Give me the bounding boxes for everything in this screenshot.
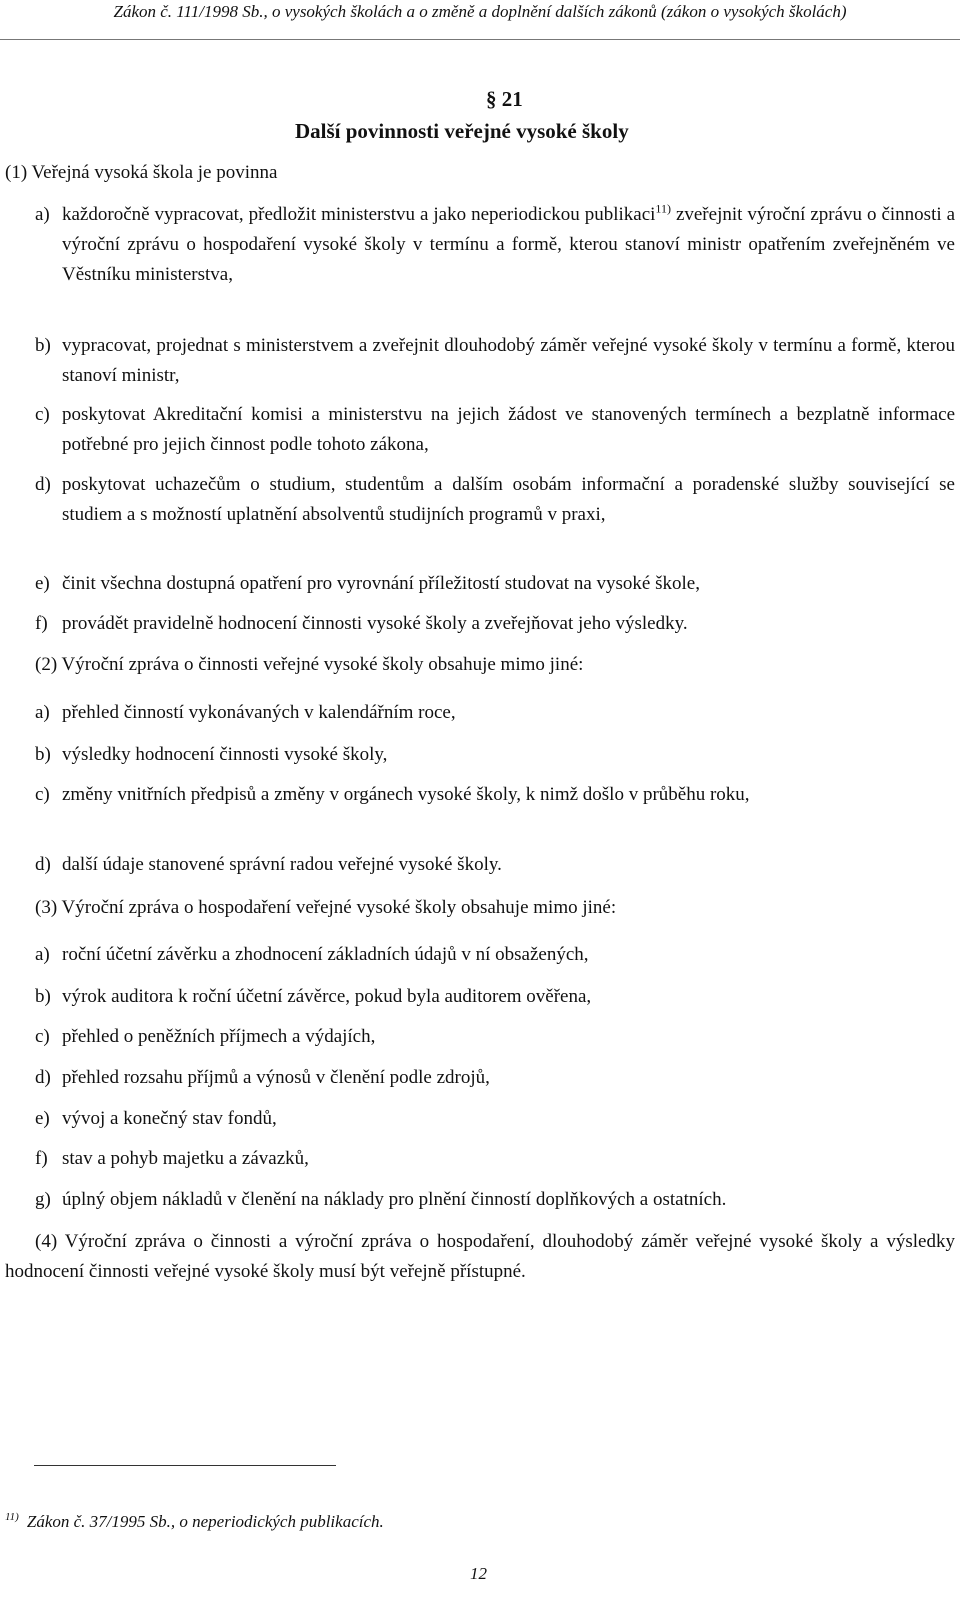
item-label: d)	[35, 474, 51, 495]
item-label: b)	[35, 986, 51, 1007]
page-number: 12	[470, 1564, 487, 1583]
item-label: a)	[35, 702, 50, 723]
paragraph-1-item-e	[5, 569, 955, 599]
paragraph-3-intro: (3) Výroční zpráva o hospodaření veřejné vysoké školy obsahuje mimo jiné:	[35, 897, 617, 918]
footnote-text: Zákon č. 37/1995 Sb., o neperiodických publikacích.	[26, 1512, 384, 1531]
item-text: výrok auditora k roční účetní závěrce, pokud byla auditorem ověřena,	[62, 986, 592, 1007]
item-text: další údaje stanovené správní radou veřejné vysoké školy.	[62, 854, 502, 875]
item-label: a)	[35, 204, 50, 225]
paragraph-3-item-a	[5, 940, 955, 970]
item-label: f)	[35, 613, 48, 634]
item-label: c)	[35, 1026, 50, 1047]
paragraph-1-item-f	[5, 609, 955, 639]
paragraph-2-item-a	[5, 698, 955, 728]
item-text: stav a pohyb majetku a závazků,	[62, 1148, 309, 1169]
item-text: přehled rozsahu příjmů a výnosů v členění podle zdrojů,	[62, 1067, 490, 1088]
item-text: poskytovat Akreditační komisi a ministerstvu na jejich žádost ve stanovených termínech a bezplatně informace potřebné pro jejich činnost podle tohoto zákona,	[62, 404, 955, 455]
paragraph-2-item-c	[5, 780, 955, 810]
item-label: e)	[35, 1108, 50, 1129]
paragraph-2-item-b	[5, 740, 955, 770]
paragraph-3-item-e	[5, 1104, 955, 1134]
item-label: d)	[35, 1067, 51, 1088]
paragraph-3-item-b	[5, 982, 955, 1012]
item-text: roční účetní závěrku a zhodnocení základních údajů v ní obsažených,	[62, 944, 589, 965]
item-text: činit všechna dostupná opatření pro vyrovnání příležitostí studovat na vysoké škole,	[62, 573, 700, 594]
item-text: každoročně vypracovat, předložit ministerstvu a jako neperiodickou publikaci$^{11)}$ zveřejnit výroční zprávu o činnosti a výroční zprávu o hospodaření vysoké školy v termínu a formě, kterou stanoví ministr opatřením zveřejněném ve Věstníku ministerstva,	[62, 201, 956, 285]
item-label: d)	[35, 854, 51, 875]
paragraph-1-item-b	[5, 331, 955, 391]
paragraph-4: (4) Výroční zpráva o činnosti a výroční zpráva o hospodaření, dlouhodobý záměr veřejné vysoké školy a výsledky hodnocení činnosti veřejné vysoké školy musí být veřejně přístupné.	[5, 1231, 955, 1282]
paragraph-3-item-d	[5, 1063, 955, 1093]
item-label: a)	[35, 944, 50, 965]
header-rule	[0, 39, 960, 40]
footnote-rule	[34, 1465, 336, 1466]
footnote	[5, 1510, 384, 1534]
running-header: Zákon č. 111/1998 Sb., o vysokých školách a o změně a doplnění dalších zákonů (zákon o vysokých školách)	[113, 2, 847, 21]
paragraph-1-item-d	[5, 470, 955, 530]
paragraph-3-item-c	[5, 1022, 955, 1052]
paragraph-3-item-g	[5, 1185, 955, 1215]
paragraph-1-item-c	[5, 400, 955, 460]
item-text: změny vnitřních předpisů a změny v orgánech vysoké školy, k nimž došlo v průběhu roku,	[62, 784, 750, 805]
item-label: c)	[35, 784, 50, 805]
paragraph-1-item-a	[5, 200, 955, 290]
paragraph-2-item-d	[5, 850, 955, 880]
item-text: vypracovat, projednat s ministerstvem a zveřejnit dlouhodobý záměr veřejné vysoké školy v termínu a formě, kterou stanoví ministr,	[62, 335, 955, 386]
paragraph-1-intro: (1) Veřejná vysoká škola je povinna	[5, 162, 278, 183]
footnote-reference[interactable]: 11)	[655, 201, 671, 216]
item-label: b)	[35, 744, 51, 765]
item-text: vývoj a konečný stav fondů,	[62, 1108, 277, 1129]
section-sign: § 21	[486, 87, 523, 111]
item-text: přehled činností vykonávaných v kalendářním roce,	[62, 702, 456, 723]
item-label: f)	[35, 1148, 48, 1169]
paragraph-2-intro: (2) Výroční zpráva o činnosti veřejné vysoké školy obsahuje mimo jiné:	[35, 654, 584, 675]
item-label: e)	[35, 573, 50, 594]
item-label: g)	[35, 1189, 51, 1210]
paragraph-3-item-f	[5, 1144, 955, 1174]
item-text: úplný objem nákladů v členění na náklady pro plnění činností doplňkových a ostatních.	[62, 1189, 727, 1210]
item-text: výsledky hodnocení činnosti vysoké školy,	[62, 744, 388, 765]
item-text: přehled o peněžních příjmech a výdajích,	[62, 1026, 376, 1047]
item-text: provádět pravidelně hodnocení činnosti vysoké školy a zveřejňovat jeho výsledky.	[62, 613, 688, 634]
item-label: b)	[35, 335, 51, 356]
footnote-mark: 11)	[5, 1511, 19, 1524]
section-title: Další povinnosti veřejné vysoké školy	[295, 119, 629, 143]
item-label: c)	[35, 404, 50, 425]
item-text: poskytovat uchazečům o studium, studentům a dalším osobám informační a poradenské služby související se studiem a s možností uplatnění absolventů studijních programů v praxi,	[62, 474, 955, 525]
